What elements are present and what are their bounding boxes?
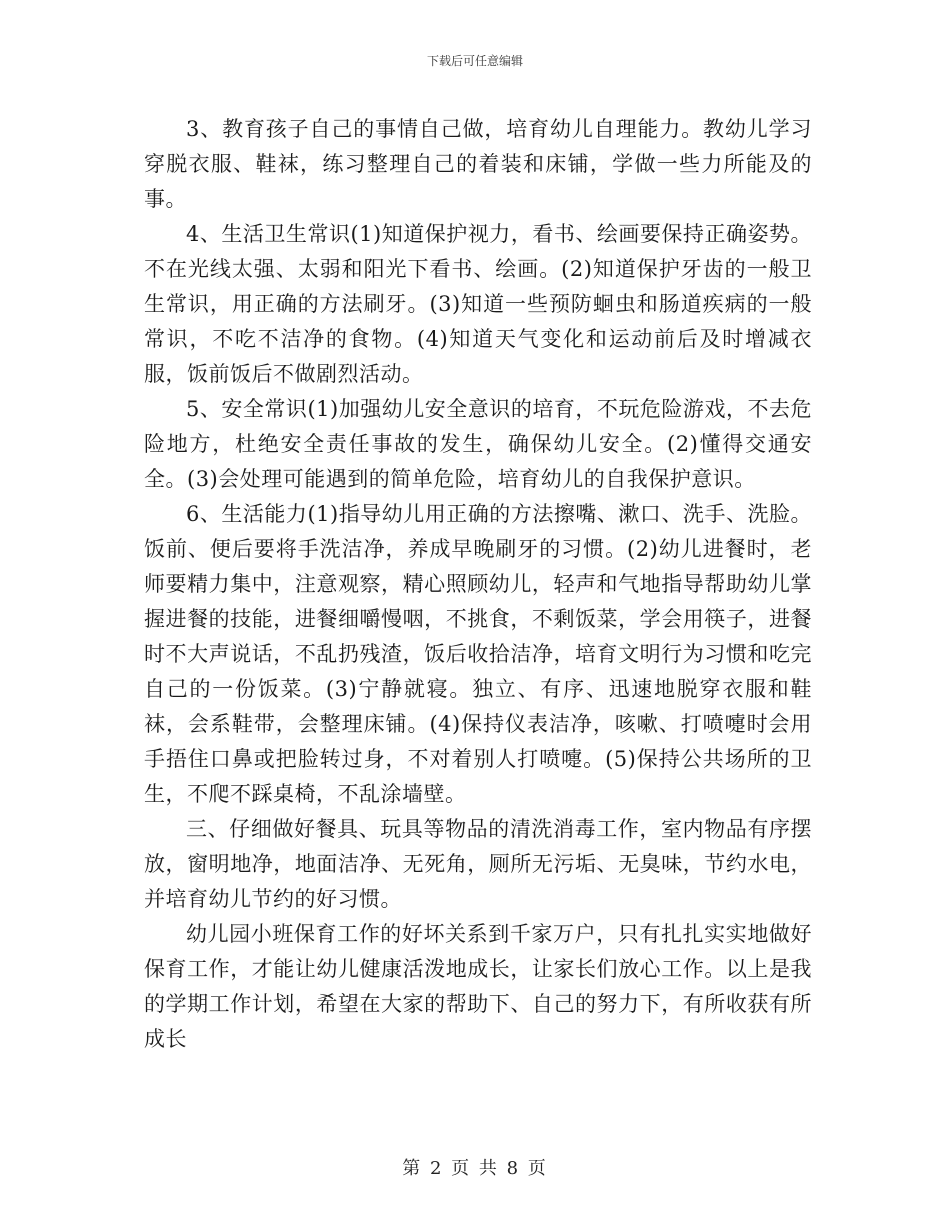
paragraph-section-three: 三、仔细做好餐具、玩具等物品的清洗消毒工作，室内物品有序摆放，窗明地净，地面洁净、无死角，厕所无污垢、无臭味，节约水电，并培育幼儿节约的好习惯。: [144, 817, 812, 911]
page-header: 下载后可任意编辑: [426, 54, 523, 68]
paragraph-hygiene-knowledge: 4、生活卫生常识(1)知道保护视力，看书、绘画要保持正确姿势。不在光线太强、太弱和阳光下看书、绘画。(2)知道保护牙齿的一般卫生常识，用正确的方法刷牙。(3)知道一些预防蛔虫和肠道疾病的一般常识，不吃不洁净的食物。(4)知道天气变化和运动前后及时增减衣服，饭前饭后不做剧烈活动。: [144, 222, 812, 386]
page-number-footer: 第 2 页 共 8 页: [402, 1158, 548, 1179]
document-body: [144, 112, 812, 1057]
paragraph-safety-knowledge: 5、安全常识(1)加强幼儿安全意识的培育，不玩危险游戏，不去危险地方，杜绝安全责任事故的发生，确保幼儿安全。(2)懂得交通安全。(3)会处理可能遇到的简单危险，培育幼儿的自我保护意识。: [144, 397, 812, 491]
paragraph-life-skills: 6、生活能力(1)指导幼儿用正确的方法擦嘴、漱口、洗手、洗脸。饭前、便后要将手洗洁净，养成早晚刷牙的习惯。(2)幼儿进餐时，老师要精力集中，注意观察，精心照顾幼儿，轻声和气地指导帮助幼儿掌握进餐的技能，进餐细嚼慢咽，不挑食，不剩饭菜，学会用筷子，进餐时不大声说话，不乱扔残渣，饭后收拾洁净，培育文明行为习惯和吃完自己的一份饭菜。(3)宁静就寝。独立、有序、迅速地脱穿衣服和鞋袜，会系鞋带，会整理床铺。(4)保持仪表洁净，咳嗽、打喷嚏时会用手捂住口鼻或把脸转过身，不对着别人打喷嚏。(5)保持公共场所的卫生，不爬不踩桌椅，不乱涂墙壁。: [144, 502, 812, 806]
paragraph-conclusion: 幼儿园小班保育工作的好坏关系到千家万户，只有扎扎实实地做好保育工作，才能让幼儿健康活泼地成长，让家长们放心工作。以上是我的学期工作计划，希望在大家的帮助下、自己的努力下，有所收获有所成长: [144, 922, 812, 1051]
paragraph-item-3: 3、教育孩子自己的事情自己做，培育幼儿自理能力。教幼儿学习穿脱衣服、鞋袜，练习整理自己的着装和床铺，学做一些力所能及的事。: [144, 117, 812, 211]
